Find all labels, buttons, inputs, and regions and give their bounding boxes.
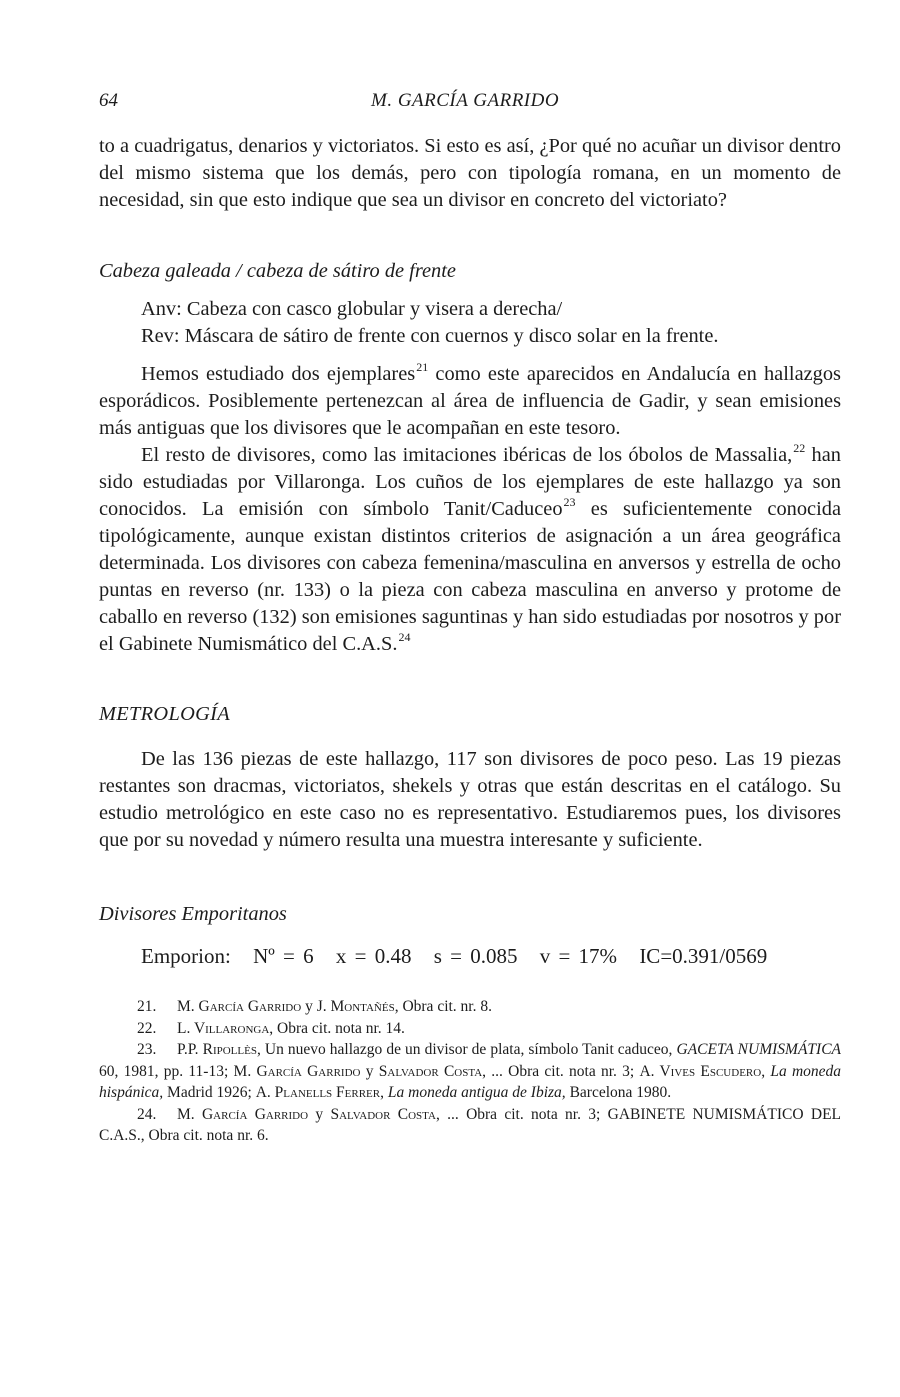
footnote-23 xyxy=(99,1039,841,1104)
footnote-text: M. García Garrido xyxy=(177,1105,309,1123)
running-head xyxy=(99,90,841,120)
para3-text-b: han sido estudiadas por Villaronga. Los cuños de los ejemplares de este hallazgo ya son conocidos. La emisión con símbolo Tanit/Caduceo xyxy=(99,444,841,520)
footnote-text: , Obra cit. nr. 8. xyxy=(394,998,492,1015)
footnote-text: , Un nuevo hallazgo de un divisor de plata, símbolo Tanit caduceo, xyxy=(256,1041,677,1058)
footnote-text: GACETA NUMISMÁTICA xyxy=(676,1041,841,1058)
footnote-text: , ... Obra cit. nota nr. 3; GABINETE NUMISMÁTICO DEL C.A.S., Obra cit. nota nr. 6. xyxy=(99,1105,842,1144)
footnote-text: A. Planells Ferrer xyxy=(255,1084,381,1101)
footnote-text: y xyxy=(301,998,317,1015)
footnote-text: La moneda antigua de Ibiza, xyxy=(387,1084,566,1101)
footnote-text: La moneda hispánica, xyxy=(99,1062,842,1101)
type-description xyxy=(99,296,841,350)
type-heading: Cabeza galeada / cabeza de sátiro de frente xyxy=(99,260,456,282)
stats-n: Nº = 6 xyxy=(253,944,314,968)
footnote-text: , Obra cit. nota nr. 14. xyxy=(269,1019,405,1037)
footnote-number: 23. xyxy=(137,1041,157,1058)
footnote-text: M. García Garrido xyxy=(177,998,302,1015)
footnote-text: M. García Garrido xyxy=(233,1062,361,1080)
running-title: M. GARCÍA GARRIDO xyxy=(371,90,560,111)
para2-text-b: como este aparecidos en Andalucía en hallazgos esporádicos. Posiblemente pertenezcan al área de influencia de Gadir, y sean emisiones más antiguas que los divisores que le acompañan en este tesoro. xyxy=(99,363,841,439)
para3-text-a: El resto de divisores, como las imitaciones ibéricas de los óbolos de Massalia, xyxy=(141,444,793,466)
stats-label: Emporion: xyxy=(141,944,231,968)
footnote-text: Salvador Costa xyxy=(330,1105,436,1123)
footnote-number: 24. xyxy=(137,1105,157,1123)
footnote-text: , ... Obra cit. nota nr. 3; xyxy=(482,1062,640,1080)
footnote-number: 21. xyxy=(137,998,157,1015)
footnote-text: , xyxy=(761,1062,771,1080)
footnote-text: y xyxy=(360,1062,379,1080)
footnote-text: y xyxy=(308,1105,331,1123)
reverse-description: Rev: Máscara de sátiro de frente con cuernos y disco solar en la frente. xyxy=(141,325,719,347)
footnote-ref-23: 23 xyxy=(563,495,576,509)
footnote-ref-21: 21 xyxy=(416,360,429,374)
statistics-line xyxy=(99,943,841,970)
paragraph-divisores xyxy=(99,442,841,658)
page-number: 64 xyxy=(99,90,118,111)
obverse-description: Anv: Cabeza con casco globular y visera a derecha/ xyxy=(141,298,563,320)
footnote-ref-22: 22 xyxy=(793,441,806,455)
stats-x: x = 0.48 xyxy=(335,944,412,968)
footnotes xyxy=(99,996,841,1147)
footnote-text: P.P. Ripollès xyxy=(177,1041,257,1058)
footnote-number: 22. xyxy=(137,1019,157,1037)
footnote-text: Barcelona 1980. xyxy=(565,1084,672,1101)
continuation-paragraph: to a cuadrigatus, denarios y victoriatos. Si esto es así, ¿Por qué no acuñar un divisor dentro del mismo sistema que los demás, pero con tipología romana, en un momento de necesidad, sin que esto indique que sea un divisor en concreto del victoriato? xyxy=(99,135,841,211)
footnote-text: A. Vives Escudero xyxy=(639,1062,762,1080)
footnote-ref-24: 24 xyxy=(398,630,411,644)
section-heading-metrologia: METROLOGÍA xyxy=(99,703,230,725)
footnote-text: Salvador Costa xyxy=(378,1062,483,1080)
paragraph-metrologia: De las 136 piezas de este hallazgo, 117 son divisores de poco peso. Las 19 piezas restantes son dracmas, victoriatos, shekels y otras que están descritas en el catálogo. Su estudio metrológico en este caso no es representativo. Estudiaremos pues, los divisores que por su novedad y número resulta una muestra interesante y suficiente. xyxy=(99,748,841,851)
footnote-text: , xyxy=(380,1084,388,1101)
page xyxy=(99,90,841,1147)
footnote-text: Madrid 1926; xyxy=(163,1084,256,1101)
para2-text-a: Hemos estudiado dos ejemplares xyxy=(141,363,416,385)
footnote-text: 60, 1981, pp. 11-13; xyxy=(99,1062,234,1080)
footnote-24 xyxy=(99,1104,841,1147)
footnote-22 xyxy=(99,1018,841,1040)
footnote-21 xyxy=(99,996,841,1018)
subsection-heading: Divisores Emporitanos xyxy=(99,903,287,925)
stats-s: s = 0.085 xyxy=(433,944,518,968)
stats-v: v = 17% xyxy=(539,944,618,968)
footnote-text: L. Villaronga xyxy=(177,1019,270,1037)
paragraph-ejemplares xyxy=(99,361,841,442)
para3-text-c: es suficientemente conocida tipológicamente, aunque existan distintos criterios de asignación a un área geográfica determinada. Los divisores con cabeza femenina/masculina en anversos y estrella de ocho puntas en reverso (nr. 133) o la pieza con cabeza masculina en anverso y protome de caballo en reverso (132) son emisiones saguntinas y han sido estudiadas por nosotros y por el Gabinete Numismático del C.A.S. xyxy=(99,498,841,655)
footnote-text: J. Montañés xyxy=(316,998,395,1015)
stats-ic: IC=0.391/0569 xyxy=(639,944,768,968)
